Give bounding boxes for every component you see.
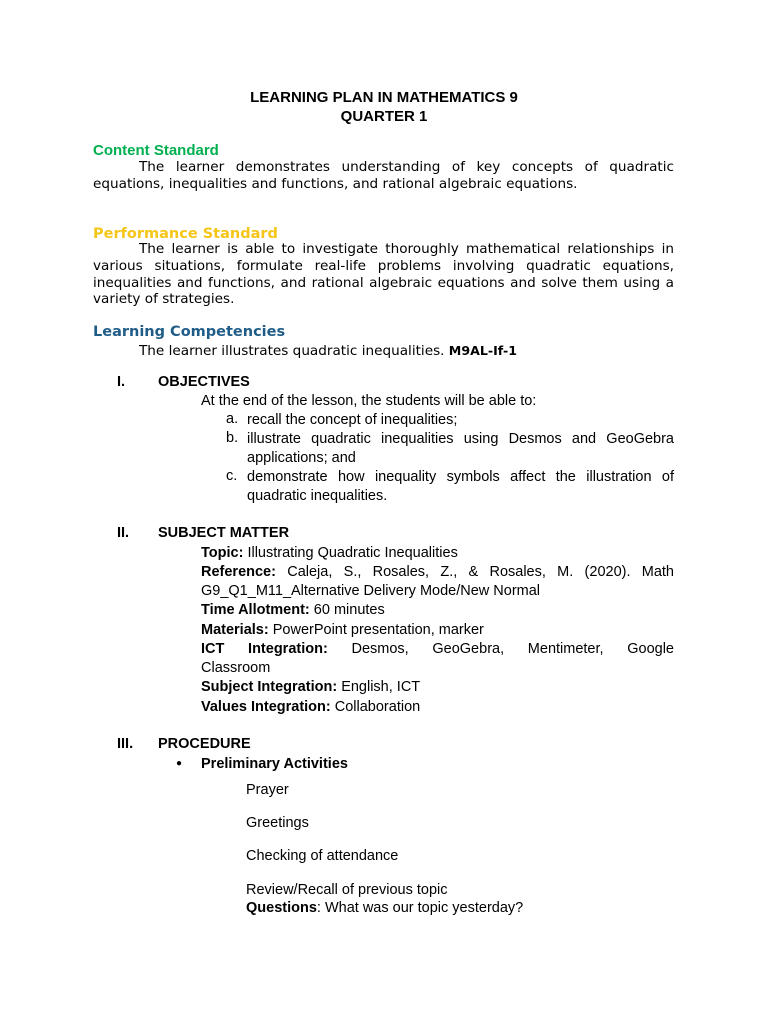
subject-matter-heading: SUBJECT MATTER: [158, 525, 290, 541]
reference-value: Caleja, S., Rosales, Z., & Rosales, M. (2020). Math: [287, 564, 674, 580]
content-standard-body: The learner demonstrates understanding of key concepts of quadratic equations, inequalities and functions, and rational algebraic equations.: [93, 159, 674, 192]
questions-value: : What was our topic yesterday?: [316, 900, 524, 916]
activity-greetings: Greetings: [246, 815, 309, 831]
materials-row: [201, 621, 484, 640]
topic-row: [201, 544, 458, 563]
ict-row: [201, 640, 674, 659]
content-standard-heading: Content Standard: [93, 142, 219, 159]
reference-label: Reference:: [201, 564, 276, 580]
topic-value: Illustrating Quadratic Inequalities: [247, 545, 458, 561]
objective-a-letter: a.: [226, 411, 239, 427]
objective-c-cont: quadratic inequalities.: [247, 488, 388, 504]
materials-value: PowerPoint presentation, marker: [272, 622, 484, 638]
activity-prayer: Prayer: [246, 782, 289, 798]
bullet-icon: ●: [176, 758, 183, 769]
objective-c: demonstrate how inequality symbols affect the illustration of: [247, 469, 674, 485]
subject-matter-numeral: II.: [117, 525, 130, 541]
reference-row: [201, 563, 674, 582]
objectives-numeral: I.: [117, 374, 126, 390]
preliminary-activities-heading: Preliminary Activities: [201, 756, 348, 772]
topic-label: Topic:: [201, 545, 244, 561]
performance-standard-text: [93, 241, 674, 308]
objective-a: recall the concept of inequalities;: [247, 412, 458, 428]
content-standard-text: [93, 159, 674, 193]
ict-value-cont: Classroom: [201, 660, 271, 676]
questions-row: [246, 899, 523, 918]
values-integration-value: Collaboration: [334, 699, 421, 715]
learning-competencies-heading: Learning Competencies: [93, 324, 286, 340]
materials-label: Materials:: [201, 622, 269, 638]
competency-text: The learner illustrates quadratic inequalities.: [139, 343, 445, 359]
subject-integration-label: Subject Integration:: [201, 679, 338, 695]
time-label: Time Allotment:: [201, 602, 310, 618]
document-subtitle: QUARTER 1: [340, 108, 428, 125]
time-row: [201, 601, 385, 620]
performance-standard-heading: Performance Standard: [93, 226, 278, 242]
procedure-heading: PROCEDURE: [158, 736, 251, 752]
objective-b: illustrate quadratic inequalities using Desmos and GeoGebra: [247, 431, 674, 447]
objectives-intro: At the end of the lesson, the students will be able to:: [201, 393, 537, 409]
values-integration-row: [201, 698, 420, 717]
ict-value: Desmos, GeoGebra, Mentimeter, Google: [351, 641, 674, 657]
questions-label: Questions: [246, 900, 317, 916]
activity-review: Review/Recall of previous topic: [246, 882, 448, 898]
performance-standard-body: The learner is able to investigate thoroughly mathematical relationships in various situations, formulate real-life problems involving quadratic equations, inequalities and functions, and rational algebraic equations and solve them using a variety of strategies.: [93, 241, 674, 308]
ict-label: ICT Integration:: [201, 641, 328, 657]
values-integration-label: Values Integration:: [201, 699, 331, 715]
time-value: 60 minutes: [313, 602, 385, 618]
learning-competency: [139, 342, 517, 360]
objective-b-cont: applications; and: [247, 450, 356, 466]
objective-c-letter: c.: [226, 468, 238, 484]
subject-integration-row: [201, 678, 420, 697]
document-title: LEARNING PLAN IN MATHEMATICS 9: [250, 89, 518, 106]
competency-code: M9AL-If-1: [448, 343, 518, 358]
objective-b-letter: b.: [226, 430, 239, 446]
procedure-numeral: III.: [117, 736, 134, 752]
reference-value-cont: G9_Q1_M11_Alternative Delivery Mode/New Normal: [201, 583, 541, 599]
objectives-heading: OBJECTIVES: [158, 374, 250, 390]
subject-integration-value: English, ICT: [341, 679, 421, 695]
activity-attendance: Checking of attendance: [246, 848, 399, 864]
